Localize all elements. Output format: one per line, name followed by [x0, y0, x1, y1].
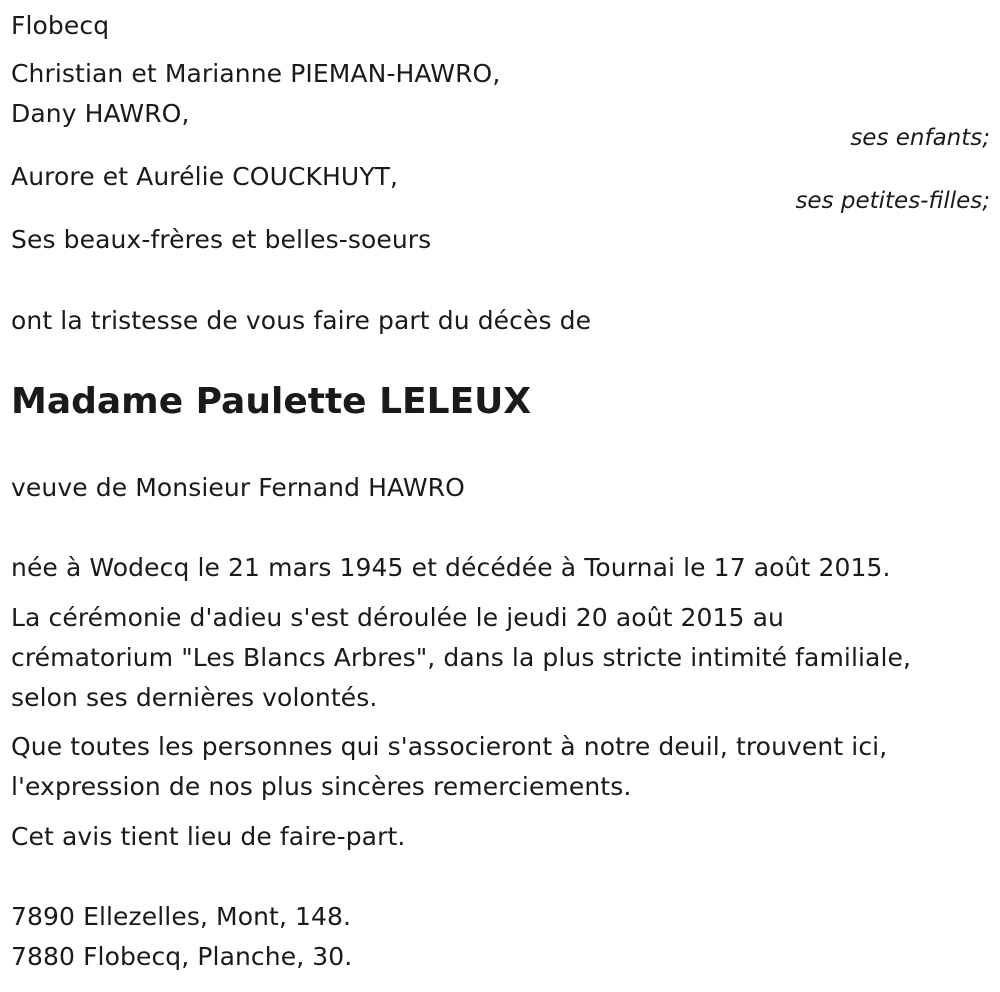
thanks-line-2: l'expression de nos plus sincères remerciements.: [11, 772, 632, 801]
children-line-1: Christian et Marianne PIEMAN-HAWRO,: [11, 59, 501, 88]
announcement: ont la tristesse de vous faire part du décès de: [11, 306, 592, 335]
grandchildren-role: ses petites-filles;: [795, 188, 990, 214]
thanks-line-1: Que toutes les personnes qui s'associeront à notre deuil, trouvent ici,: [11, 732, 888, 761]
spouse: veuve de Monsieur Fernand HAWRO: [11, 473, 465, 502]
notice: Cet avis tient lieu de faire-part.: [11, 822, 406, 851]
in-laws: Ses beaux-frères et belles-soeurs: [11, 225, 432, 254]
address-1: 7890 Ellezelles, Mont, 148.: [11, 902, 352, 931]
location: Flobecq: [11, 11, 110, 40]
grandchildren-line-1: Aurore et Aurélie COUCKHUYT,: [11, 162, 399, 191]
address-2: 7880 Flobecq, Planche, 30.: [11, 942, 353, 971]
ceremony-line-2: crématorium "Les Blancs Arbres", dans la plus stricte intimité familiale,: [11, 643, 912, 672]
birth-death: née à Wodecq le 21 mars 1945 et décédée à Tournai le 17 août 2015.: [11, 553, 891, 582]
ceremony-line-1: La cérémonie d'adieu s'est déroulée le jeudi 20 août 2015 au: [11, 603, 784, 632]
ceremony-line-3: selon ses dernières volontés.: [11, 683, 378, 712]
deceased-name: Madame Paulette LELEUX: [11, 381, 532, 422]
children-line-2: Dany HAWRO,: [11, 99, 190, 128]
children-role: ses enfants;: [850, 125, 990, 151]
